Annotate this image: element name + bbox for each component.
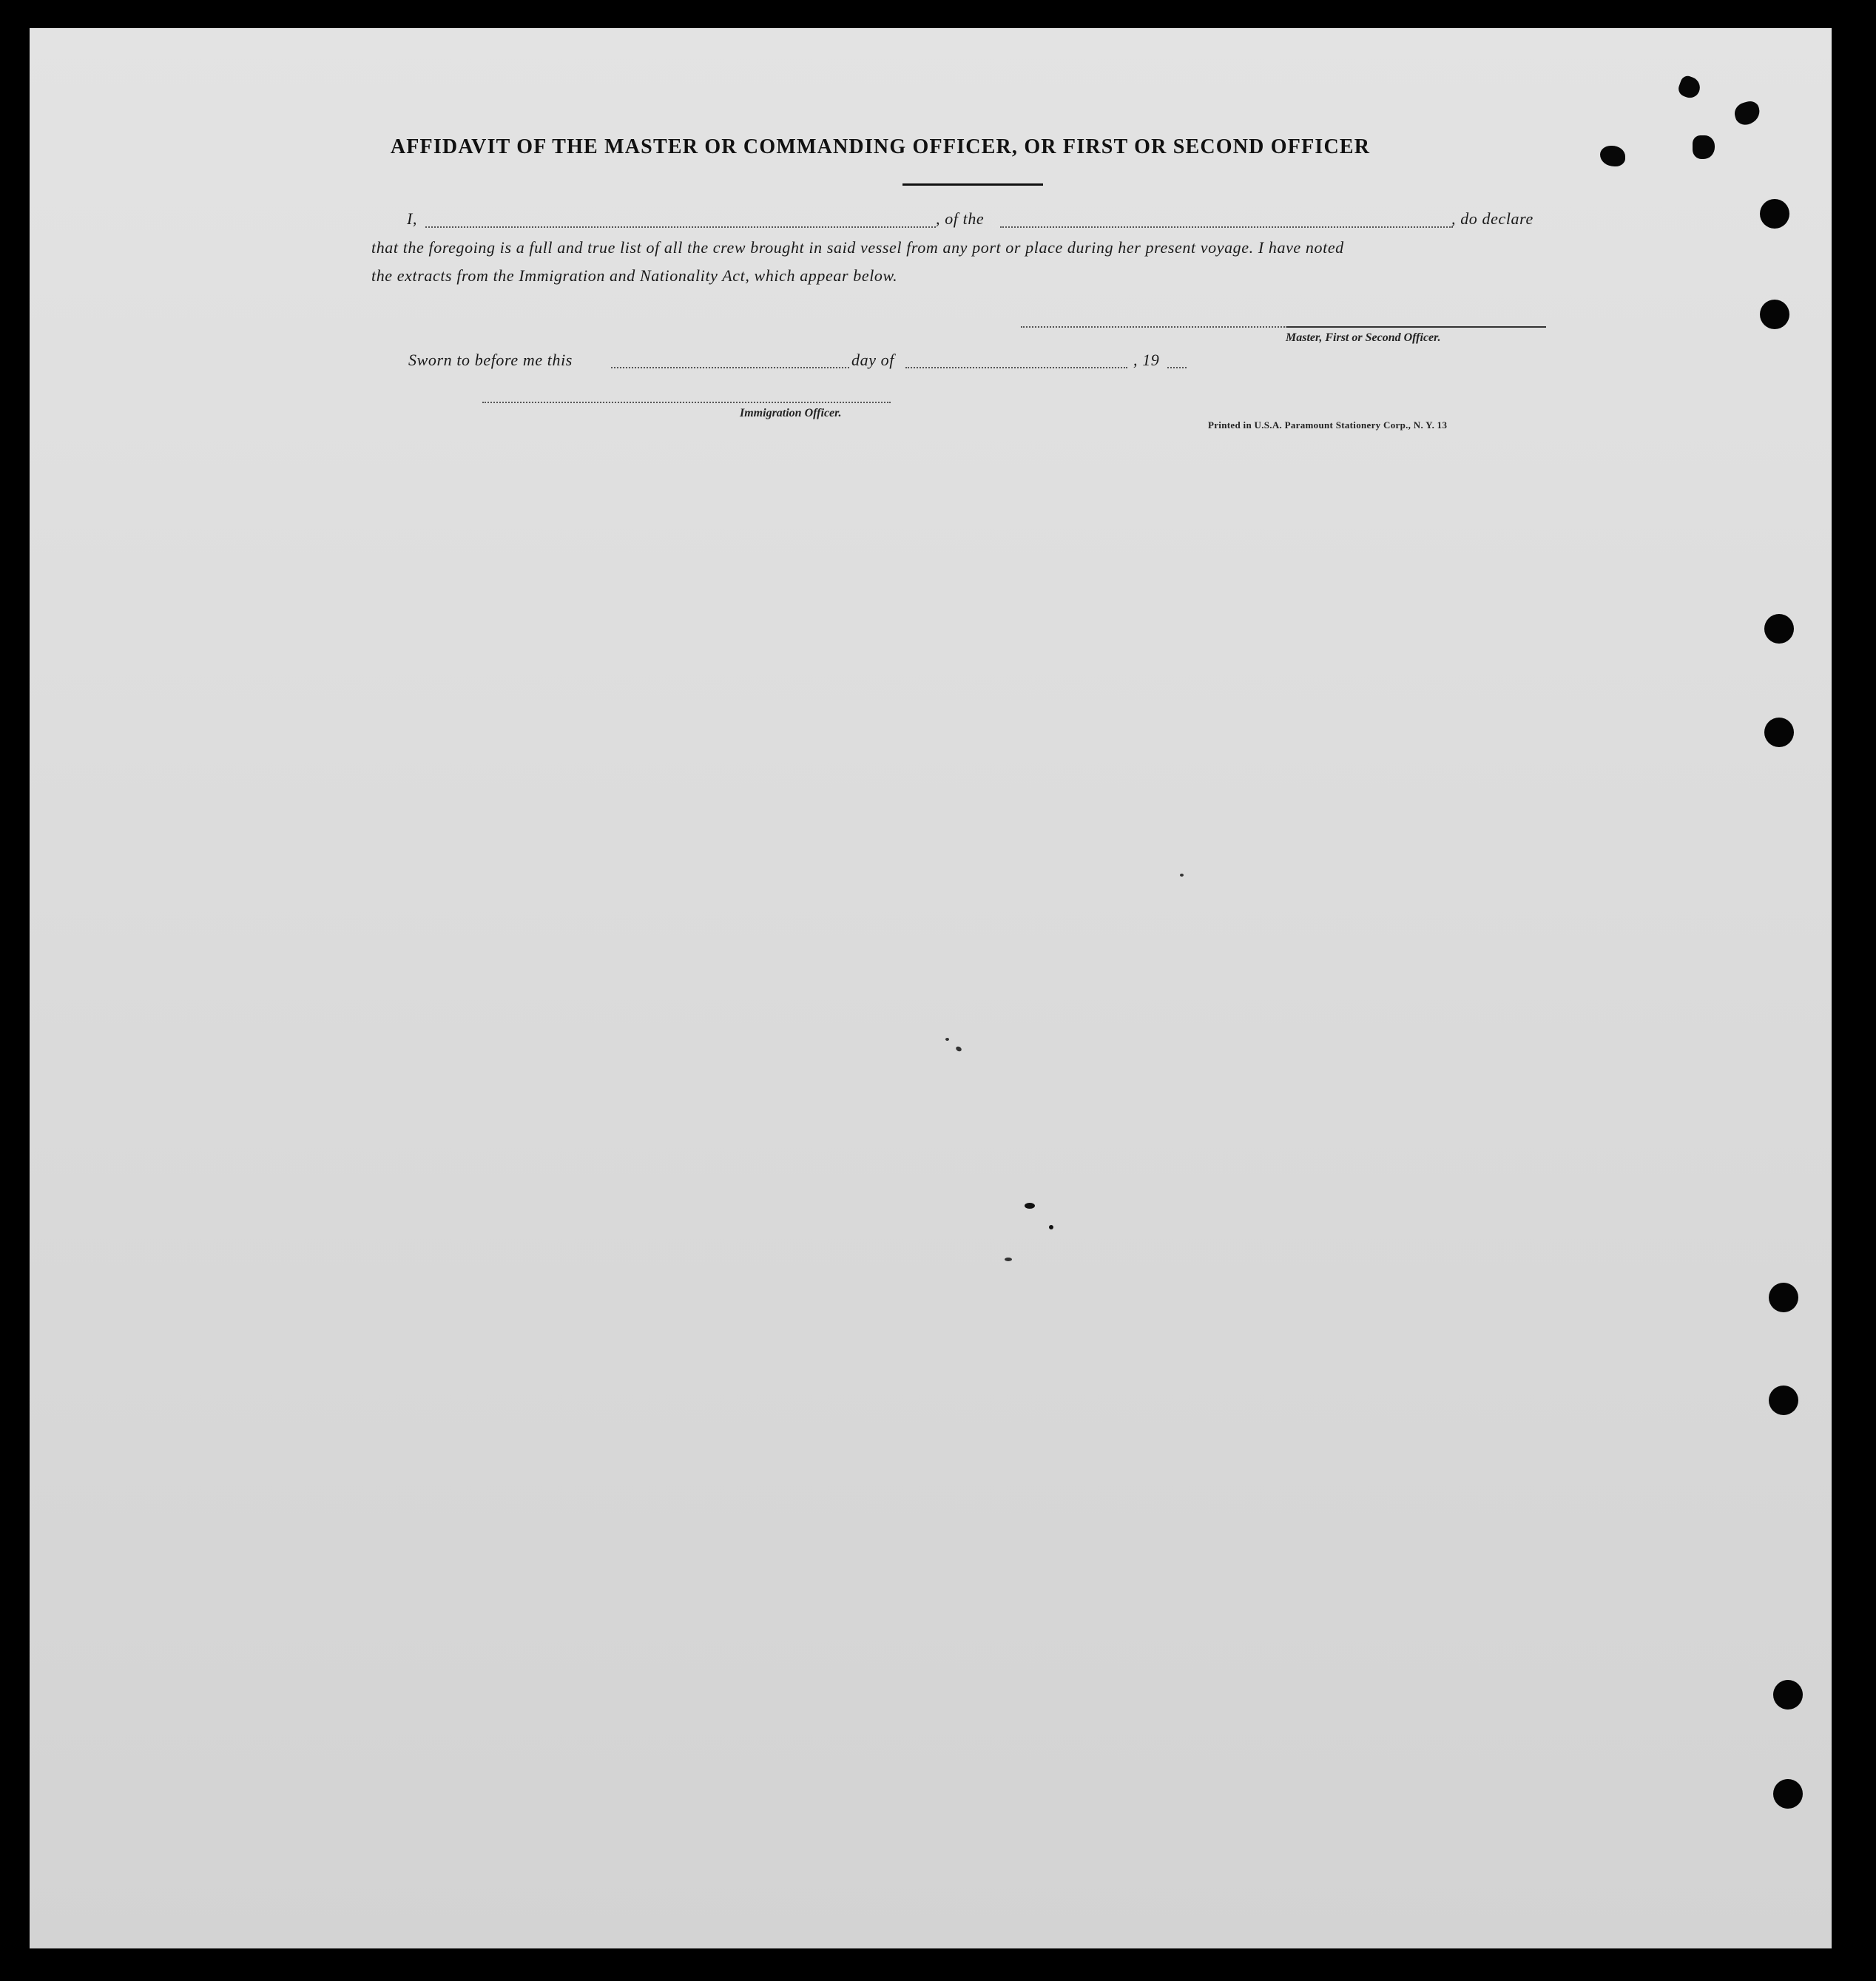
punch-hole [1760, 199, 1789, 229]
punch-hole [1764, 718, 1794, 747]
form-sheet [30, 28, 1832, 1948]
ink-speck [1025, 1203, 1035, 1209]
sworn-year-prefix: , 19 [1133, 351, 1160, 369]
torn-hole-blot [1693, 135, 1715, 159]
sworn-day-of: day of [851, 351, 894, 369]
ink-speck [1005, 1258, 1012, 1261]
immigration-officer-signature-field[interactable] [482, 402, 891, 403]
title-underline [902, 183, 1043, 186]
ink-speck [1049, 1225, 1053, 1229]
ink-speck [945, 1038, 949, 1041]
master-signature-field-solid [1287, 326, 1546, 328]
immigration-officer-caption: Immigration Officer. [740, 407, 842, 419]
declarant-name-field[interactable] [425, 226, 936, 228]
declaration-text-line-3: the extracts from the Immigration and Nationality Act, which appear below. [371, 266, 898, 285]
sworn-prefix: Sworn to before me this [408, 351, 573, 369]
vessel-name-field[interactable] [1000, 226, 1453, 228]
master-signature-caption: Master, First or Second Officer. [1286, 331, 1441, 344]
sworn-day-field[interactable] [611, 367, 849, 368]
affidavit-title: AFFIDAVIT OF THE MASTER OR COMMANDING OFFICER, OR FIRST OR SECOND OFFICER [390, 135, 1371, 158]
punch-hole [1769, 1283, 1798, 1312]
declaration-of-the: , of the [936, 209, 985, 228]
ink-speck [955, 1045, 962, 1052]
printer-imprint: Printed in U.S.A. Paramount Stationery Corp., N. Y. 13 [1208, 419, 1448, 431]
punch-hole [1769, 1386, 1798, 1415]
sworn-year-field[interactable] [1167, 367, 1187, 368]
declaration-prefix: I, [407, 209, 418, 228]
punch-hole [1764, 614, 1794, 644]
ink-speck [1180, 874, 1184, 877]
punch-hole [1773, 1680, 1803, 1710]
punch-hole [1773, 1779, 1803, 1809]
declaration-text-line-2: that the foregoing is a full and true list of all the crew brought in said vessel from any port or place during her present voyage. I have noted [371, 238, 1344, 257]
sworn-month-field[interactable] [905, 367, 1127, 368]
declaration-do-declare: , do declare [1451, 209, 1533, 228]
master-signature-field-dotted[interactable] [1021, 326, 1287, 328]
punch-hole [1760, 300, 1789, 329]
